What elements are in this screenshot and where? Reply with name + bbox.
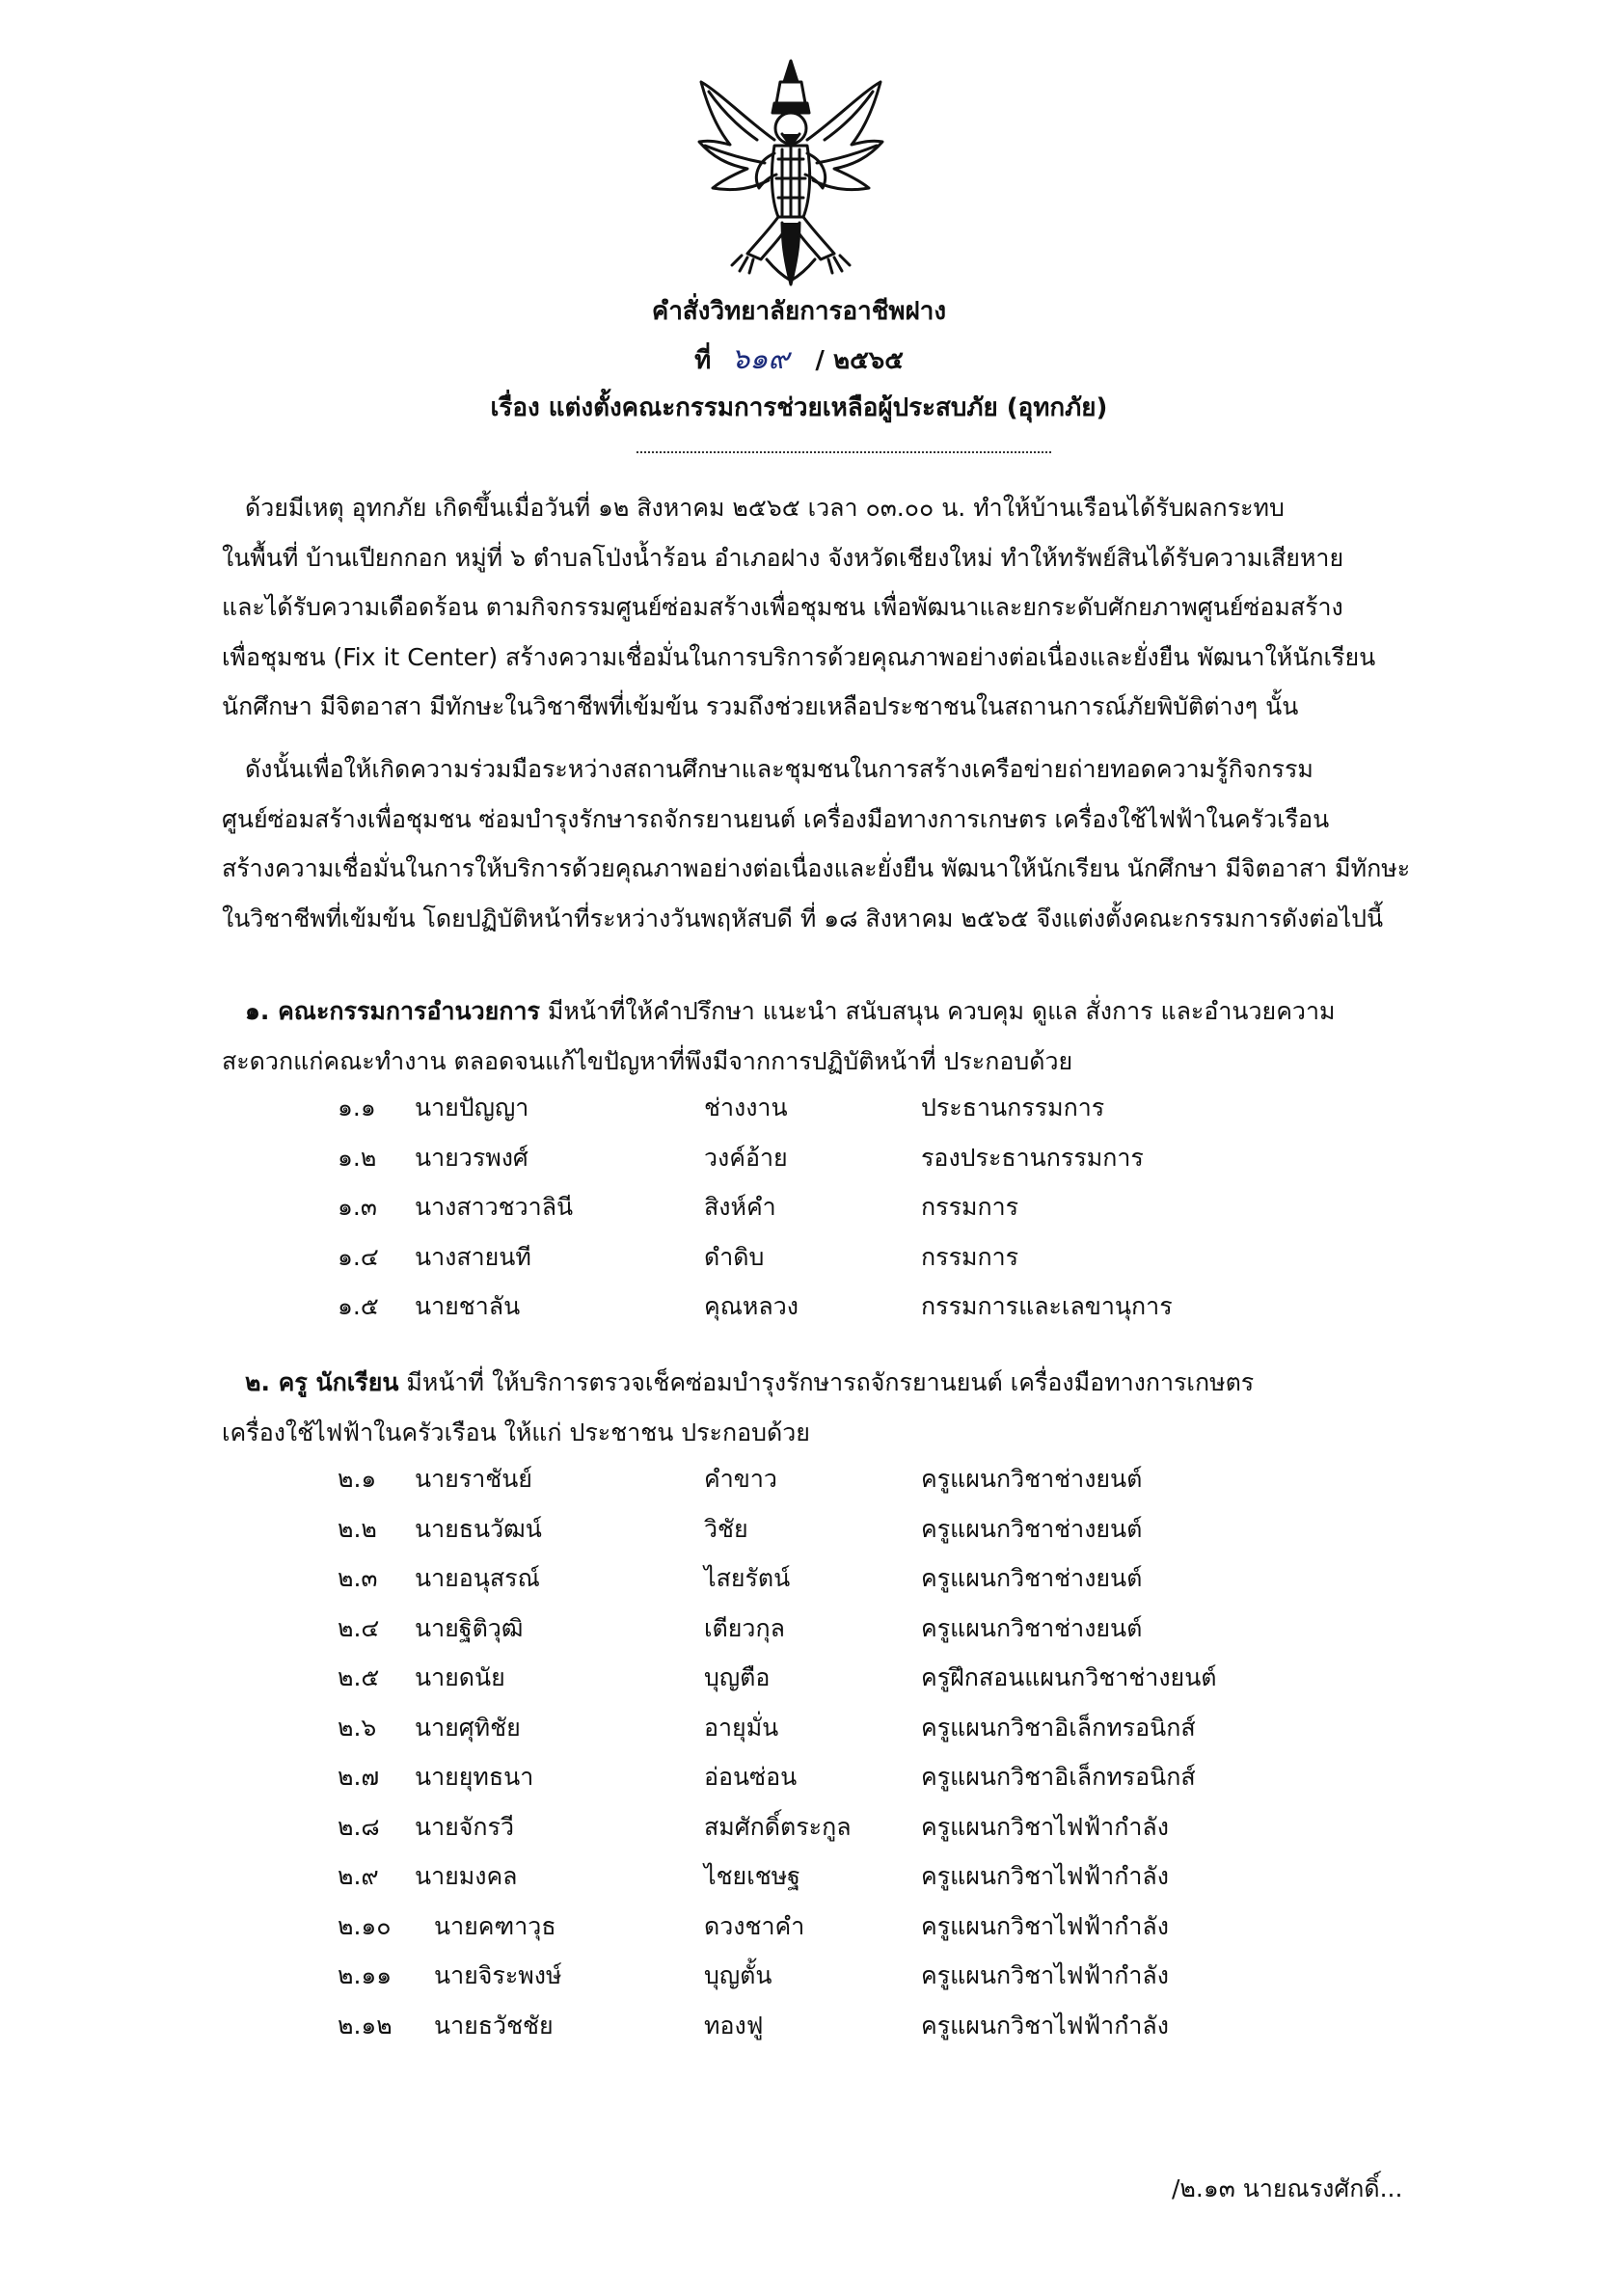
member-number: ๑.๓ [338, 1193, 377, 1221]
member-role: ครูแผนกวิชาอิเล็กทรอนิกส์ [921, 1763, 1196, 1791]
paragraph-line: ด้วยมีเหตุ อุทกภัย เกิดขึ้นเมื่อวันที่ ๑๒ สิงหาคม ๒๕๖๕ เวลา ๐๓.๐๐ น. ทำให้บ้านเรือนได้รับผลกระทบ [245, 494, 1285, 522]
section-duty-line: เครื่องใช้ไฟฟ้าในครัวเรือน ให้แก่ ประชาชน ประกอบด้วย [222, 1418, 810, 1446]
member-first-name: นายศุทิชัย [415, 1713, 521, 1742]
member-last-name: ช่างงาน [704, 1094, 788, 1121]
member-row [338, 1504, 1302, 1554]
member-row [338, 1083, 1302, 1133]
member-last-name: คำขาว [704, 1465, 777, 1493]
member-last-name: ดำดิบ [704, 1242, 765, 1271]
order-number-handwritten: ๖๑๙ [731, 342, 790, 376]
section-heading: ๒. ครู นักเรียน [245, 1368, 399, 1396]
member-last-name: ดวงชาคำ [704, 1911, 805, 1940]
member-row [338, 1133, 1302, 1183]
section-heading-line [222, 986, 1476, 1037]
section-steering-committee [222, 986, 1476, 1086]
member-list-section1 [338, 1083, 1302, 1332]
member-row [338, 1182, 1302, 1232]
member-role: กรรมการและเลขานุการ [921, 1292, 1173, 1320]
member-role: รองประธานกรรมการ [921, 1143, 1144, 1172]
member-role: ครูฝึกสอนแผนกวิชาช่างยนต์ [921, 1663, 1217, 1691]
member-row [338, 1232, 1302, 1283]
member-role: ครูแผนกวิชาไฟฟ้ากำลัง [921, 1812, 1169, 1841]
page-continuation: /๒.๑๓ นายณรงศักดิ์... [1172, 2174, 1403, 2202]
order-number-prefix: ที่ [694, 346, 712, 375]
paragraph-line: ในพื้นที่ บ้านเปียกกอก หมู่ที่ ๖ ตำบลโป่งน้ำร้อน อำเภอฝาง จังหวัดเชียงใหม่ ทำให้ทรัพย์สินได้รับความเสียหาย [222, 543, 1344, 572]
member-row [338, 1454, 1302, 1504]
member-number: ๒.๒ [338, 1514, 377, 1543]
member-first-name: นายวรพงศ์ [415, 1143, 528, 1172]
member-last-name: วิชัย [704, 1514, 748, 1543]
member-last-name: วงค์อ้าย [704, 1143, 788, 1172]
member-last-name: สมศักดิ์ตระกูล [704, 1812, 852, 1841]
member-role: กรรมการ [921, 1193, 1019, 1221]
member-row [338, 1752, 1302, 1802]
order-title: คำสั่งวิทยาลัยการอาชีพฝาง [651, 297, 947, 326]
member-number: ๒.๙ [338, 1862, 379, 1890]
member-last-name: อายุมั่น [704, 1713, 779, 1742]
member-role: ครูแผนกวิชาไฟฟ้ากำลัง [921, 1961, 1169, 1989]
member-role: ครูแผนกวิชาช่างยนต์ [921, 1613, 1143, 1642]
member-number: ๑.๔ [338, 1242, 379, 1271]
member-first-name: นายยุทธนา [415, 1763, 534, 1791]
member-number: ๒.๑๑ [338, 1961, 393, 1989]
member-list-section2 [338, 1454, 1302, 2050]
paragraph-incident [222, 483, 1466, 732]
section-duty-line: สะดวกแก่คณะทำงาน ตลอดจนแก้ไขปัญหาที่พึงมีจากการปฏิบัติหน้าที่ ประกอบด้วย [222, 1046, 1073, 1075]
paragraph-line: สร้างความเชื่อมั่นในการให้บริการด้วยคุณภาพอย่างต่อเนื่องและยั่งยืน พัฒนาให้นักเรียน นักศึกษา มีจิตอาสา มีทักษะ [222, 854, 1411, 882]
section-teachers-students [222, 1358, 1476, 1457]
section-duty: มีหน้าที่ ให้บริการตรวจเช็คซ่อมบำรุงรักษารถจักรยานยนต์ เครื่องมือทางการเกษตร [398, 1368, 1255, 1396]
member-number: ๒.๖ [338, 1713, 377, 1742]
member-row [338, 1553, 1302, 1604]
member-role: ครูแผนกวิชาช่างยนต์ [921, 1465, 1143, 1493]
paragraph-line: เพื่อชุมชน (Fix it Center) สร้างความเชื่อมั่นในการบริการด้วยคุณภาพอย่างต่อเนื่องและยั่งยืน พัฒนาให้นักเรียน [222, 642, 1376, 671]
paragraph-line: นักศึกษา มีจิตอาสา มีทักษะในวิชาชีพที่เข้มข้น รวมถึงช่วยเหลือประชาชนในสถานการณ์ภัยพิบัติต่างๆ นั้น [222, 692, 1299, 720]
member-first-name: นายดนัย [415, 1663, 505, 1691]
paragraph-appointment [222, 744, 1466, 943]
section-heading-line [222, 1358, 1476, 1408]
member-row [338, 1604, 1302, 1654]
member-last-name: ไชยเชษฐ [704, 1862, 800, 1890]
order-number-suffix: / ๒๕๖๕ [815, 346, 904, 375]
member-first-name: นายคฑาวุธ [434, 1911, 556, 1940]
member-first-name: นายปัญญา [415, 1094, 529, 1121]
member-number: ๑.๑ [338, 1094, 376, 1121]
member-first-name: นายมงคล [415, 1862, 518, 1890]
member-row [338, 2001, 1302, 2051]
member-row [338, 1802, 1302, 1852]
member-role: ครูแผนกวิชาไฟฟ้ากำลัง [921, 2011, 1169, 2039]
member-number: ๒.๑๒ [338, 2011, 393, 2039]
member-number: ๑.๕ [338, 1292, 379, 1320]
member-first-name: นายอนุสรณ์ [415, 1564, 540, 1592]
member-first-name: นายราชันย์ [415, 1465, 532, 1493]
member-first-name: นางสายนที [415, 1242, 531, 1271]
member-number: ๒.๑ [338, 1465, 377, 1493]
member-number: ๒.๓ [338, 1564, 378, 1592]
member-last-name: อ่อนซ่อน [704, 1763, 798, 1791]
member-first-name: นายชาลัน [415, 1292, 521, 1320]
member-number: ๑.๒ [338, 1143, 377, 1172]
member-role: ครูแผนกวิชาช่างยนต์ [921, 1514, 1143, 1543]
member-last-name: ไสยรัตน์ [704, 1564, 791, 1592]
order-subject: เรื่อง แต่งตั้งคณะกรรมการช่วยเหลือผู้ประสบภัย (อุทกภัย) [490, 393, 1108, 422]
member-number: ๒.๘ [338, 1812, 380, 1841]
member-last-name: สิงห์คำ [704, 1193, 776, 1221]
member-number: ๒.๗ [338, 1763, 380, 1791]
dotted-divider [636, 451, 1051, 453]
paragraph-line: ศูนย์ซ่อมสร้างเพื่อชุมชน ซ่อมบำรุงรักษารถจักรยานยนต์ เครื่องมือทางการเกษตร เครื่องใช้ไฟฟ้าในครัวเรือน [222, 804, 1330, 833]
order-number [0, 343, 1598, 377]
member-row [338, 1851, 1302, 1902]
member-number: ๒.๕ [338, 1663, 380, 1691]
member-role: กรรมการ [921, 1242, 1019, 1271]
paragraph-line: ดังนั้นเพื่อให้เกิดความร่วมมือระหว่างสถานศึกษาและชุมชนในการสร้างเครือข่ายถ่ายทอดความรู้กิจกรรม [245, 755, 1314, 783]
section-heading: ๑. คณะกรรมการอำนวยการ [245, 997, 540, 1025]
member-role: ครูแผนกวิชาไฟฟ้ากำลัง [921, 1862, 1169, 1890]
member-first-name: นายจักรวี [415, 1812, 515, 1841]
member-role: ครูแผนกวิชาช่างยนต์ [921, 1564, 1143, 1592]
member-row [338, 1282, 1302, 1332]
member-role: ประธานกรรมการ [921, 1094, 1105, 1121]
member-last-name: คุณหลวง [704, 1292, 799, 1320]
member-row [338, 1951, 1302, 2001]
paragraph-line: ในวิชาชีพที่เข้มข้น โดยปฏิบัติหน้าที่ระหว่างวันพฤหัสบดี ที่ ๑๘ สิงหาคม ๒๕๖๕ จึงแต่งตั้งคณะกรรมการดังต่อไปนี้ [222, 904, 1384, 932]
member-last-name: บุญตั้น [704, 1961, 772, 1989]
member-last-name: เตียวกุล [704, 1613, 785, 1642]
member-first-name: นายจิระพงษ์ [434, 1961, 562, 1989]
member-last-name: ทองฟู [704, 2011, 764, 2039]
member-row [338, 1902, 1302, 1952]
paragraph-line: และได้รับความเดือดร้อน ตามกิจกรรมศูนย์ซ่อมสร้างเพื่อชุมชน เพื่อพัฒนาและยกระดับศักยภาพศูนย์ซ่อมสร้าง [222, 593, 1343, 621]
member-first-name: นายฐิติวุฒิ [415, 1613, 524, 1642]
member-first-name: นางสาวชวาลินี [415, 1193, 574, 1221]
garuda-emblem-icon [690, 53, 892, 294]
member-number: ๒.๔ [338, 1613, 380, 1642]
member-row [338, 1703, 1302, 1753]
member-role: ครูแผนกวิชาไฟฟ้ากำลัง [921, 1911, 1169, 1940]
section-duty: มีหน้าที่ให้คำปรึกษา แนะนำ สนับสนุน ควบคุม ดูแล สั่งการ และอำนวยความ [539, 997, 1336, 1025]
member-first-name: นายธวัชชัย [434, 2011, 554, 2039]
member-last-name: บุญตือ [704, 1663, 771, 1691]
member-row [338, 1653, 1302, 1703]
member-role: ครูแผนกวิชาอิเล็กทรอนิกส์ [921, 1713, 1196, 1742]
member-number: ๒.๑๐ [338, 1911, 392, 1940]
member-first-name: นายธนวัฒน์ [415, 1514, 542, 1543]
